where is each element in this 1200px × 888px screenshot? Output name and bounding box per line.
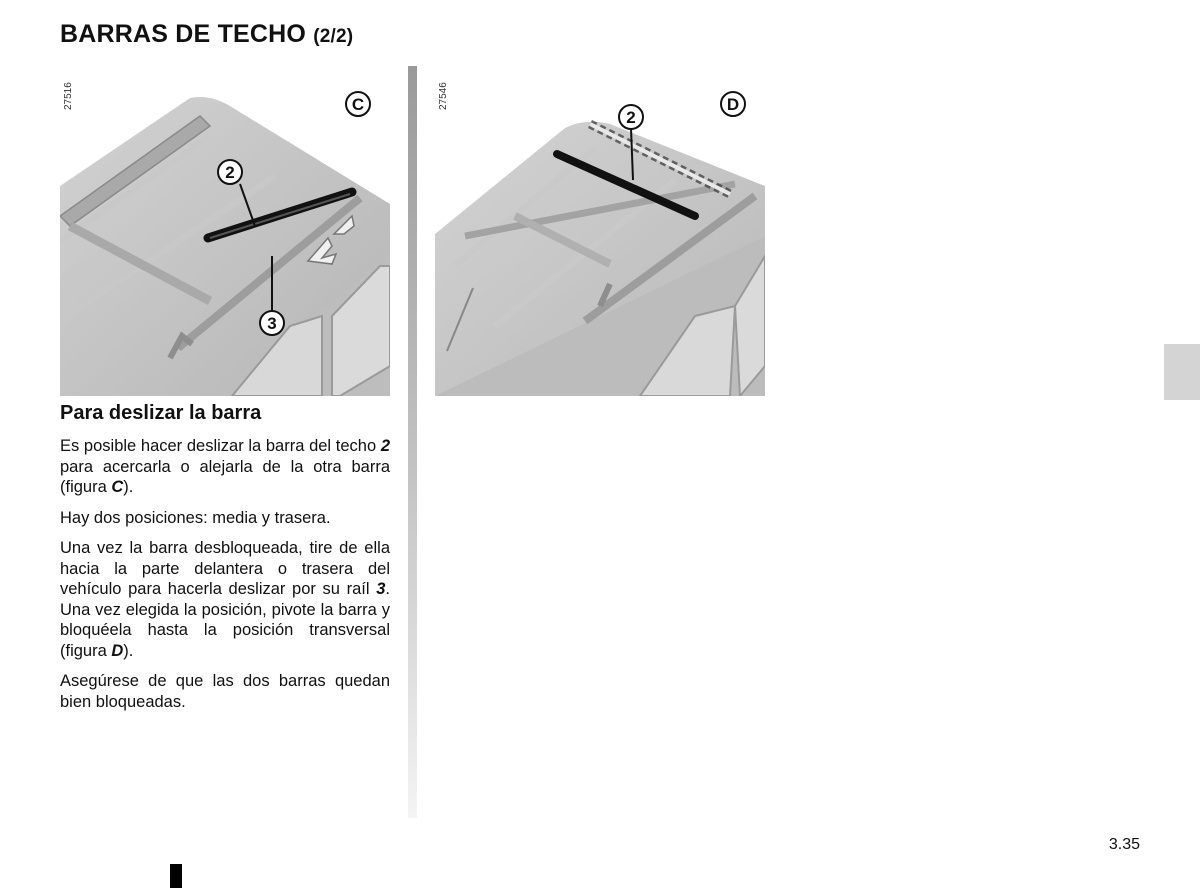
paragraph-3: Una vez la barra desbloqueada, tire de ella hacia la parte delantera o trasera del vehículo para hacerla deslizar por su raíl 3. Una vez elegida la posición, pivote la barra y bloquéela hasta la posición transversal (figura D). [60, 539, 390, 660]
figure-c-illustration [60, 66, 390, 396]
section-heading: Para deslizar la barra [60, 402, 262, 424]
page-title-main: BARRAS DE TECHO [60, 20, 307, 48]
callout-2-label: 2 [626, 108, 636, 127]
page-title-sub: (2/2) [313, 26, 354, 47]
figure-c-code: 27516 [63, 82, 74, 110]
paragraph-2: Hay dos posiciones: media y trasera. [60, 508, 331, 527]
chapter-tab [1164, 344, 1200, 400]
figure-d-code: 27546 [438, 82, 449, 110]
crop-mark [170, 864, 182, 888]
figure-letter-c: C [351, 95, 365, 114]
page-number: 3.35 [1108, 836, 1140, 853]
figure-d-illustration [435, 66, 765, 396]
column-divider [408, 66, 417, 818]
figure-d-drawing [435, 66, 765, 396]
paragraph-4: Asegúrese de que las dos barras quedan bien bloqueadas. [60, 672, 390, 711]
page-title [60, 20, 353, 49]
figure-c-drawing [60, 66, 390, 396]
paragraph-1: Es posible hacer deslizar la barra del techo 2 para acercarla o alejarla de la otra barra (figura C). [60, 437, 390, 496]
callout-3-label: 3 [267, 314, 277, 333]
callout-2-label: 2 [225, 163, 235, 182]
body-text [60, 436, 390, 722]
figure-letter-d: D [726, 95, 740, 114]
